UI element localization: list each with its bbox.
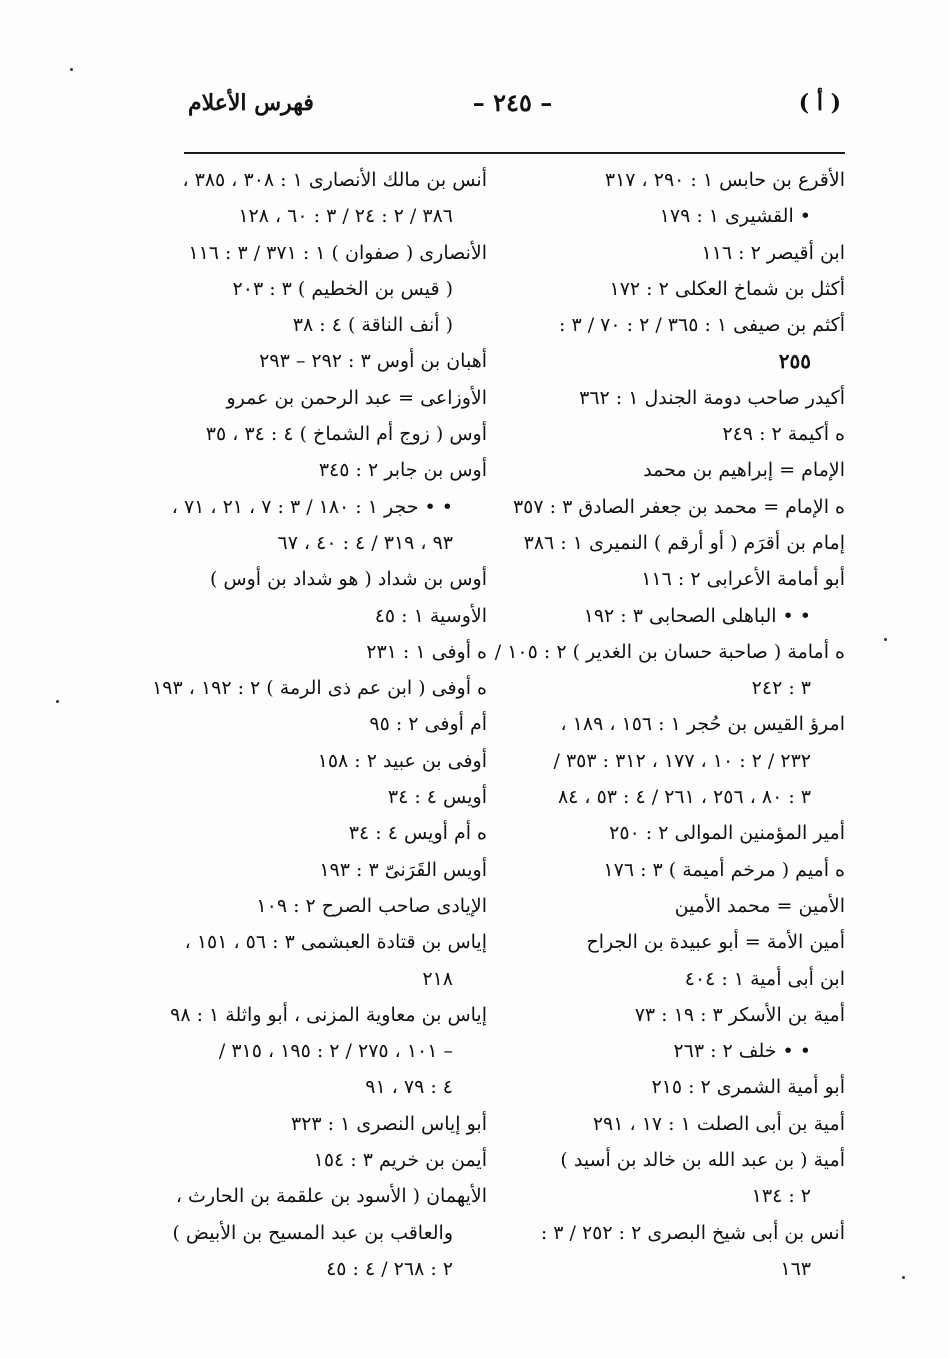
scan-speck (70, 68, 73, 71)
index-entry-line: ٢ : ٢٦٨ / ٤ : ٤٥ (326, 1257, 453, 1280)
index-entry-line: ٣ : ٢٤٢ (751, 677, 811, 700)
index-entry-line: • القشيرى ١ : ١٧٩ (659, 205, 811, 228)
index-entry-line: الإمام = إبراهيم بن محمد (643, 459, 845, 482)
index-entry-line: ٢٥٥ (778, 349, 811, 374)
index-entry-line: أويس القَرَنىّ ٣ : ١٩٣ (319, 858, 487, 881)
index-entry-line: الأوزاعى = عبد الرحمن بن عمرو (226, 386, 487, 409)
index-entry-line: أكثم بن صيفى ١ : ٣٦٥ / ٢ : ٧٠ / ٣ : (559, 314, 845, 337)
index-entry-line: ٢ : ١٣٤ (751, 1185, 811, 1208)
index-entry-line: ٣ : ٨٠ ، ٢٥٦ ، ٢٦١ / ٤ : ٥٣ ، ٨٤ (557, 786, 811, 809)
index-entry-line: أمية ( بن عبد الله بن خالد بن أسيد ) (560, 1149, 845, 1172)
index-entry-line: ٢٣٢ / ٢ : ١٠ ، ١٧٧ ، ٣١٢ : ٣٥٣ / (553, 749, 811, 772)
index-entry-line: أوس بن شداد ( هو شداد بن أوس ) (209, 568, 487, 591)
index-entry-line: أمية بن أبى الصلت ١ : ١٧ ، ٢٩١ (592, 1112, 845, 1135)
right-column (494, 162, 845, 1287)
index-entry-line: والعاقب بن عبد المسيح بن الأبيض ) (172, 1221, 453, 1244)
index-entry-line: ه أم أويس ٤ : ٣٤ (348, 822, 487, 845)
index-entry-line: إمام بن أقرَم ( أو أرقم ) النميرى ١ : ٣٨٦ (523, 531, 845, 554)
index-entry-line: ٢١٨ (422, 967, 453, 990)
index-entry-line: أبو أمامة الأعرابى ٢ : ١١٦ (641, 568, 845, 591)
index-entry-line: أوس بن جابر ٢ : ٣٤٥ (318, 459, 487, 482)
index-entry-line: الإيادى صاحب الصرح ٢ : ١٠٩ (256, 894, 487, 917)
index-entry-line: إياس بن قتادة العبشمى ٣ : ٥٦ ، ١٥١ ، (184, 931, 487, 954)
running-title: فهرس الأعلام (188, 90, 314, 116)
scan-speck (884, 638, 887, 641)
index-entry-line: امرؤ القيس بن حُجر ١ : ١٥٦ ، ١٨٩ ، (560, 713, 845, 736)
scan-speck (56, 700, 59, 703)
index-entry-line: • • حجر ١ : ١٨٠ / ٣ : ٧ ، ٢١ ، ٧١ ، (171, 495, 453, 518)
page-header (180, 88, 845, 128)
index-entry-line: أوفى بن عبيد ٢ : ١٥٨ (317, 749, 487, 772)
index-entry-line: أمية بن الأسكر ٣ : ١٩ : ٧٣ (634, 1003, 845, 1026)
left-column (152, 162, 487, 1287)
index-entry-line: أبو أمية الشمرى ٢ : ٢١٥ (651, 1076, 845, 1099)
index-entry-line: ٩٣ ، ٣١٩ / ٤ : ٤٠ ، ٦٧ (277, 531, 453, 554)
index-entry-line: إياس بن معاوية المزنى ، أبو واثلة ١ : ٩٨ (170, 1003, 487, 1026)
index-entry-line: ٤ : ٧٩ ، ٩١ (365, 1076, 453, 1099)
index-entry-line: أنس بن مالك الأنصارى ١ : ٣٠٨ ، ٣٨٥ ، (182, 169, 487, 191)
index-entry-line: ه أوفى ( ابن عم ذى الرمة ) ٢ : ١٩٢ ، ١٩٣ (152, 677, 487, 700)
index-entry-line: أكيدر صاحب دومة الجندل ١ : ٣٦٢ (579, 386, 845, 409)
index-entry-line: • • خلف ٢ : ٢٦٣ (673, 1040, 811, 1063)
index-entry-line: أمير المؤمنين الموالى ٢ : ٢٥٠ (609, 822, 845, 845)
index-entry-line: الأنصارى ( صفوان ) ١ : ٣٧١ / ٣ : ١١٦ (188, 241, 487, 264)
index-entry-line: أبو إياس النصرى ١ : ٣٢٣ (290, 1112, 487, 1135)
index-entry-line: ه أمامة ( صاحبة حسان بن الغدير ) ٢ : ١٠٥ / (494, 640, 845, 663)
index-entry-line: أمين الأمة = أبو عبيدة بن الجراح (586, 931, 845, 954)
index-entry-line: الأقرع بن حابس ١ : ٢٩٠ ، ٣١٧ (604, 169, 845, 191)
index-entry-line: الأيهمان ( الأسود بن علقمة بن الحارث ، (175, 1185, 487, 1208)
section-letter: ( أ ) (798, 90, 841, 116)
index-entry-line: أوس ( زوج أم الشماخ ) ٤ : ٣٤ ، ٣٥ (205, 423, 487, 446)
page-number: – ٢٤٥ – (472, 88, 553, 117)
index-entry-line: أنس بن أبى شيخ البصرى ٢ : ٢٥٢ / ٣ : (540, 1221, 845, 1244)
index-entry-line: ابن أقيصر ٢ : ١١٦ (701, 241, 845, 264)
scan-speck (902, 1276, 905, 1279)
index-entry-line: ( قيس بن الخطيم ) ٣ : ٢٠٣ (232, 277, 453, 300)
header-rule (184, 152, 845, 154)
index-entry-line: أويس ٤ : ٣٤ (387, 786, 487, 809)
index-entry-line: أيمن بن خريم ٣ : ١٥٤ (313, 1149, 487, 1172)
index-entry-line: الأمين = محمد الأمين (674, 894, 845, 917)
index-entry-line: ( أنف الناقة ) ٤ : ٣٨ (292, 314, 453, 337)
index-entry-line: أم أوفى ٢ : ٩٥ (369, 713, 487, 736)
index-entry-line: ه الإمام = محمد بن جعفر الصادق ٣ : ٣٥٧ (512, 495, 845, 518)
index-entry-line: • • الباهلى الصحابى ٣ : ١٩٢ (583, 604, 811, 627)
index-entry-line: أهبان بن أوس ٣ : ٢٩٢ – ٢٩٣ (259, 350, 487, 373)
index-entry-line: أكثل بن شماخ العكلى ٢ : ١٧٢ (609, 277, 845, 300)
index-entry-line: ١٦٣ (780, 1257, 811, 1280)
index-entry-line: ابن أبى أمية ١ : ٤٠٤ (684, 967, 845, 990)
index-entry-line: – ١٠١ ، ٢٧٥ / ٢ : ١٩٥ ، ٣١٥ / (218, 1040, 453, 1063)
index-entry-line: ٣٨٦ / ٢ : ٢٤ / ٣ : ٦٠ ، ١٢٨ (238, 205, 453, 228)
index-entry-line: الأوسية ١ : ٤٥ (374, 604, 487, 627)
index-entry-line: ه أميم ( مرخم أميمة ) ٣ : ١٧٦ (603, 858, 845, 881)
index-entry-line: ه أكيمة ٢ : ٢٤٩ (722, 423, 845, 446)
index-entry-line: ه أوفى ١ : ٢٣١ (366, 640, 487, 663)
